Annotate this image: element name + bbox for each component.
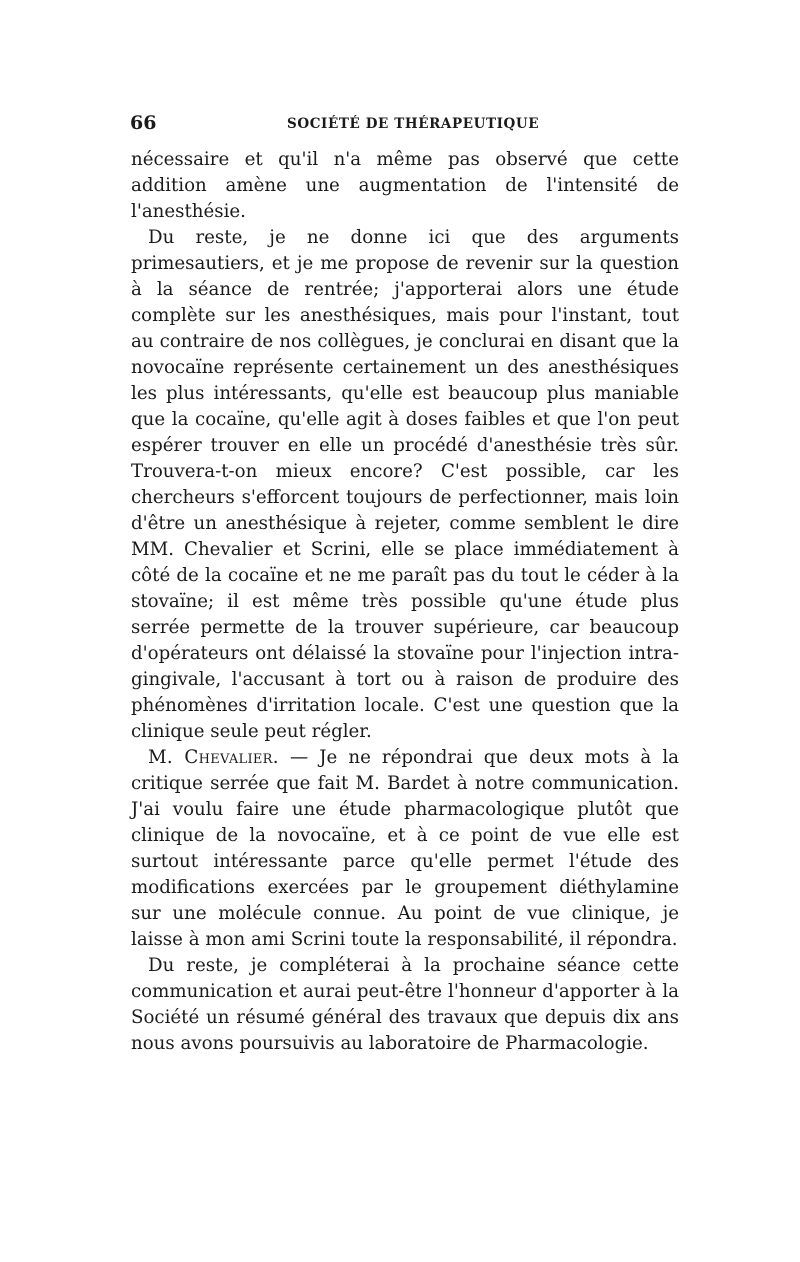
speaker-name: M. Chevalier. [148,747,279,768]
paragraph-chevalier-reply [131,745,679,953]
page-number: 66 [130,112,157,134]
running-title: SOCIÉTÉ DE THÉRAPEUTIQUE [287,116,540,132]
body-text [131,147,679,1057]
paragraph-continuation: nécessaire et qu'il n'a même pas observé que cette addition amène une augmentation de l'intensité de l'anesthésie. [131,149,679,222]
paragraph-novocaine-argument: Du reste, je ne donne ici que des arguments primesautiers, et je me propose de revenir sur la question à la séance de rentrée; j'apporterai alors une étude complète sur les anesthésiques, mais pour l'instant, tout au contraire de nos collègues, je conclurai en disant que la novocaïne représente certainement un des anesthésiques les plus intéressants, qu'elle est beaucoup plus maniable que la cocaïne, qu'elle agit à doses faibles et que l'on peut espérer trouver en elle un procédé d'anesthésie très sûr. Trouvera-t-on mieux encore? C'est possible, car les chercheurs s'efforcent toujours de perfectionner, mais loin d'être un anesthésique à rejeter, comme semblent le dire MM. Chevalier et Scrini, elle se place immédiatement à côté de la cocaïne et ne me paraît pas du tout le céder à la stovaïne; il est même très possible qu'une étude plus serrée permette de la trouver supérieure, car beaucoup d'opérateurs ont délaissé la stovaïne pour l'injection intra-gingivale, l'accusant à tort ou à raison de produire des phénomènes d'irritation locale. C'est une question que la clinique seule peut régler. [131,227,679,742]
paragraph-closing: Du reste, je compléterai à la prochaine séance cette communication et aurai peut-être l'honneur d'apporter à la Société un résumé général des travaux que depuis dix ans nous avons poursuivis au laboratoire de Pharmacologie. [131,955,679,1054]
running-head [130,112,674,138]
reply-text: — Je ne répondrai que deux mots à la critique serrée que fait M. Bardet à notre communication. J'ai voulu faire une étude pharmacologique plutôt que clinique de la novocaïne, et à ce point de vue elle est surtout intéressante parce qu'elle permet l'étude des modifications exercées par le groupement diéthylamine sur une molécule connue. Au point de vue clinique, je laisse à mon ami Scrini toute la responsabilité, il répondra. [131,747,679,950]
